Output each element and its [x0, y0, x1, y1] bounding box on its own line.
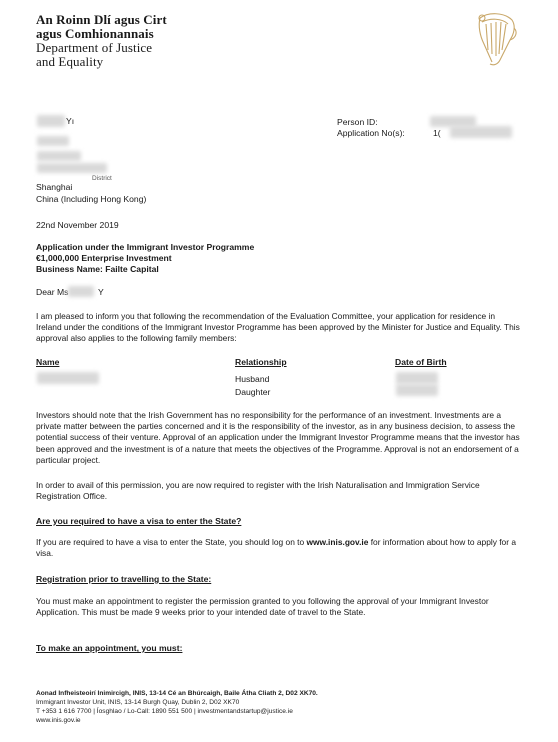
redacted-address-line2: [37, 151, 81, 161]
redacted-address-line3: [37, 163, 107, 173]
department-name-english-line2: and Equality: [36, 54, 104, 69]
footer-address-irish: Aonad Infheisteoirí Inimircigh, INIS, 13-14 Cé an Bhúrcaigh, Baile Átha Cliath 2, D02 XK70.: [36, 690, 318, 697]
redacted-family-name-1: [37, 372, 99, 384]
footer-website: www.inis.gov.ie: [36, 717, 81, 724]
department-name-irish-line2: agus Comhionannais: [36, 26, 154, 41]
salutation-suffix: Y: [98, 287, 104, 297]
table-header-name: Name: [36, 357, 60, 367]
inis-website-link[interactable]: www.inis.gov.ie: [306, 537, 369, 547]
redacted-dob-1: [396, 372, 438, 384]
subject-line3: Business Name: Failte Capital: [36, 264, 159, 274]
recipient-name-partial: Yı: [66, 116, 75, 126]
visa-info-text-after: for information about how to apply for a visa.: [36, 537, 516, 559]
recipient-country: China (Including Hong Kong): [36, 194, 147, 204]
letter-date: 22nd November 2019: [36, 220, 119, 230]
redacted-salutation-name: [68, 286, 94, 297]
paragraph-appointment-timing: You must make an appointment to register the permission granted to you following the approval of your Immigrant Investor Application. This must be made 9 weeks prior to your intended date of travel to the State.: [36, 596, 489, 618]
subject-line1: Application under the Immigrant Investor Programme: [36, 242, 255, 252]
family-relationship-daughter: Daughter: [235, 387, 271, 397]
department-name-english-line1: Department of Justice: [36, 40, 153, 55]
harp-crest-icon: [470, 10, 522, 70]
family-relationship-husband: Husband: [235, 374, 270, 384]
application-no-partial: 1(: [433, 128, 441, 138]
footer-address-english: Immigrant Investor Unit, INIS, 13-14 Burgh Quay, Dublin 2, D02 XK70: [36, 699, 240, 706]
application-no-label: Application No(s):: [337, 128, 405, 138]
department-name-irish-line1: An Roinn Dlí agus Cirt: [36, 12, 167, 27]
table-header-date-of-birth: Date of Birth: [395, 357, 447, 367]
table-header-relationship: Relationship: [235, 357, 287, 367]
heading-appointment: To make an appointment, you must:: [36, 643, 183, 653]
footer-contact: T +353 1 616 7700 | Íosghlao / Lo-Call: 1890 551 500 | investmentandstartup@justice.ie: [36, 708, 293, 715]
recipient-city: Shanghai: [36, 182, 73, 192]
paragraph-investor-note: Investors should note that the Irish Government has no responsibility for the performance of an investment. Investments are a private matter between the parties concerned and it is the responsibility of the investor, as in any business decision, to assess the potential success of their venture. Approval of an application under the Immigrant Investor Programme means that the investor has been approved and the investment is of a nature that meets the objectives of the Programme. Approval is not an endorsement of a particular project.: [36, 410, 520, 465]
redacted-dob-2: [396, 384, 438, 396]
recipient-district-partial: District: [92, 175, 112, 182]
person-id-label: Person ID:: [337, 117, 378, 127]
paragraph-approval: I am pleased to inform you that following the recommendation of the Evaluation Committee, your application for residence in Ireland under the conditions of the Immigrant Investor Programme has been approved by the Minister for Justice and Equality. This approval also applies to the following family members:: [36, 311, 520, 344]
paragraph-registration-requirement: In order to avail of this permission, you are now required to register with the Irish Naturalisation and Immigration Service Registration Office.: [36, 480, 480, 502]
heading-visa: Are you required to have a visa to enter the State?: [36, 516, 242, 526]
salutation-prefix: Dear Ms: [36, 287, 69, 297]
redacted-application-no: [450, 126, 512, 138]
redacted-recipient-name: [37, 115, 65, 127]
paragraph-visa-info: [36, 537, 522, 559]
heading-registration: Registration prior to travelling to the State:: [36, 574, 212, 584]
visa-info-text-before: If you are required to have a visa to enter the State, you should log on to: [36, 537, 307, 547]
redacted-address-line1: [37, 136, 69, 146]
subject-line2: €1,000,000 Enterprise Investment: [36, 253, 172, 263]
